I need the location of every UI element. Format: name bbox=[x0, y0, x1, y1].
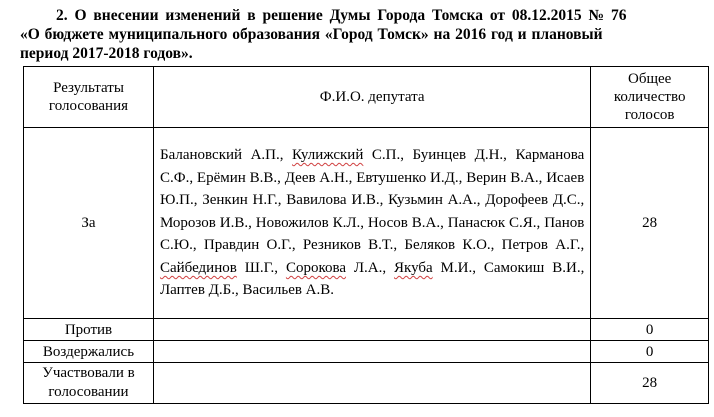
voting-results-table bbox=[23, 66, 709, 404]
heading-line-2: «О бюджете муниципального образования «Город Томск» на 2016 год и плановый bbox=[20, 26, 603, 43]
spellcheck-word: Якуба bbox=[394, 259, 433, 276]
deputy-text: М.И., Самокиш В.И., Лаптев Д.Б., Васильев А.В. bbox=[159, 259, 585, 299]
table-row-abstained bbox=[24, 341, 709, 363]
row-label-for: За bbox=[24, 128, 154, 319]
heading-line-3: период 2017-2018 годов». bbox=[20, 45, 193, 62]
row-label-abstained: Воздержались bbox=[24, 341, 154, 363]
header-total: Общее количество голосов bbox=[591, 67, 709, 128]
deputies-list-for bbox=[153, 128, 590, 319]
heading-line-1: 2. О внесении изменений в решение Думы Города Томска от 08.12.2015 № 76 bbox=[56, 7, 627, 24]
table-row-against bbox=[24, 319, 709, 341]
deputies-list-against bbox=[153, 319, 590, 341]
table-header-row bbox=[24, 67, 709, 128]
count-for: 28 bbox=[591, 128, 709, 319]
deputy-text: Ш.Г., bbox=[236, 259, 286, 276]
header-deputies: Ф.И.О. депутата bbox=[153, 67, 590, 128]
spellcheck-word: Сайбединов bbox=[159, 259, 237, 276]
deputies-list-abstained bbox=[153, 341, 590, 363]
row-label-participated: Участвовали в голосовании bbox=[24, 363, 154, 404]
deputy-text: Л.А., bbox=[346, 259, 395, 276]
resolution-heading bbox=[20, 6, 710, 63]
deputy-text: Балановский А.П., bbox=[159, 146, 293, 163]
count-against: 0 bbox=[591, 319, 709, 341]
spellcheck-word: Сорокова bbox=[285, 259, 347, 276]
spellcheck-word: Кулижский bbox=[292, 146, 364, 163]
deputies-list-participated bbox=[153, 363, 590, 404]
count-abstained: 0 bbox=[591, 341, 709, 363]
table-row-participated bbox=[24, 363, 709, 404]
row-label-against: Против bbox=[24, 319, 154, 341]
header-results: Результаты голосования bbox=[24, 67, 154, 128]
count-participated: 28 bbox=[591, 363, 709, 404]
deputy-text: С.П., Буинцев Д.Н., Карманова С.Ф., Ерёмин В.В., Деев А.Н., Евтушенко И.Д., Верин В.А., Исаев Ю.П., Зенкин Н.Г., Вавилова И.В., Кузьмин А.А., Дорофеев Д.С., Морозов И.В., Новожилов К.Л., Носов В.А., Панасюк С.Я., Панов С.Ю., Правдин О.Г., Резников В.Т., Беляков К.О., Петров А.Г., bbox=[159, 146, 585, 254]
table-row-for bbox=[24, 128, 709, 319]
